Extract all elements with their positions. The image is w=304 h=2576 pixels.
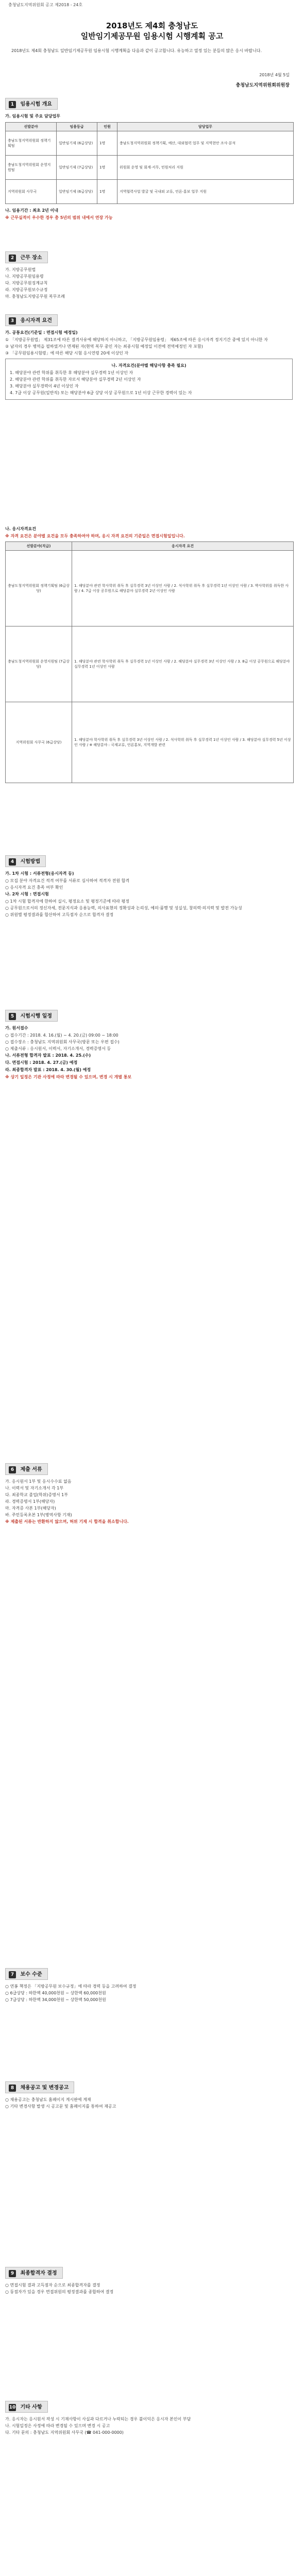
list-item: ○ 제출서류 : 응시원서, 이력서, 자기소개서, 경력증명서 등 — [5, 1046, 111, 1051]
section-header — [5, 251, 48, 263]
notice-title — [0, 21, 304, 41]
section-basis — [5, 251, 299, 300]
section-documents — [5, 1463, 299, 1525]
qualification-box — [5, 359, 293, 400]
requirements-note: ※ 자격 요건은 분야별 요건을 모두 충족하여야 하며, 응시 자격 요건의 기준일은 면접시험일입니다. — [5, 534, 185, 538]
list-item: 다. 기타 문의 : 충청남도 지역위원회 사무국 (☎ 041-000-0000) — [5, 2430, 124, 2435]
section-number: 9 — [9, 2270, 16, 2277]
list-item: ○ 접수기간 : 2018. 4. 16.(월) ~ 4. 20.(금) 09:00 ~ 18:00 — [5, 1033, 119, 1038]
intro-text: 2018년도 제4회 충청남도 일반임기제공무원 임용시험 시행계획을 다음과 같이 공고합니다. 유능하고 열정 있는 분들의 많은 응시 바랍니다. — [11, 48, 262, 53]
list-item: 라. 최종합격자 발표 : 2018. 4. 30.(월) 예정 — [5, 1067, 91, 1072]
section-title: 임용시험 개요 — [20, 101, 52, 107]
table-row — [6, 180, 294, 204]
section-number: 2 — [9, 255, 16, 262]
section-title: 시험방법 — [20, 859, 41, 865]
section-header — [5, 2081, 74, 2093]
table-row — [6, 156, 294, 180]
list-item: ○ 면접시험 결과 고득점자 순으로 최종합격자를 결정 — [5, 2283, 100, 2287]
list-item: ○ 접수장소 : 충청남도 지역위원회 사무국(방문 또는 우편 접수) — [5, 1040, 120, 1044]
term-title: 나. 임용기간 : 최초 2년 이내 — [5, 208, 59, 213]
cell-grade: 일반임기제 (6급상당) — [57, 131, 97, 156]
table-header: 인원 — [97, 123, 117, 131]
section-number: 7 — [9, 1971, 16, 1978]
section-header — [5, 98, 58, 110]
section-header — [5, 1010, 58, 1022]
section-title: 응시자격 요건 — [20, 318, 52, 324]
list-item: ○ 6급상당 : 하한액 40,000천원 ~ 상한액 60,000천원 — [5, 1991, 106, 1995]
term-note: ※ 근무실적이 우수한 경우 총 5년의 범위 내에서 연장 가능 — [5, 215, 113, 220]
section-schedule — [5, 1010, 299, 1080]
section-title: 시험시행 일정 — [20, 1013, 52, 1019]
cell-count: 1명 — [97, 156, 117, 180]
section-number: 4 — [9, 858, 16, 866]
list-item: 2. 해당분야 관련 학위를 취득한 자로서 해당분야 실무경력 2년 이상인 자 — [10, 377, 141, 382]
section-number: 6 — [9, 1466, 16, 1473]
section-announcement — [5, 2081, 299, 2110]
list-item: ○ 채용공고는 충청남도 홈페이지 게시판에 게재 — [5, 2097, 91, 2102]
section-requirements — [5, 314, 299, 400]
list-item: 마. 자격증 사본 1부(해당자) — [5, 1506, 56, 1511]
list-item: 나. 2차 시험 : 면접시험 — [5, 892, 49, 896]
list-item: 4. 7급 이상 공무원(일반직) 또는 해당분야 6급 상당 이상 공무원으로 1년 이상 근무한 경력이 있는 자 — [10, 391, 192, 395]
section-overview — [5, 98, 299, 221]
section-number: 8 — [9, 2084, 16, 2092]
list-item: 다. 지방공무원징계규칙 — [5, 281, 48, 285]
section-title: 최종합격자 결정 — [20, 2270, 57, 2276]
list-item: ③ 「공무원임용시험령」에 따른 해당 시험 응시연령 20세 이상인 자 — [5, 351, 129, 355]
section-requirements-table — [5, 526, 299, 783]
notice-org: 충청남도지역위원회위원장 — [235, 83, 290, 88]
section-header — [5, 1968, 48, 1980]
cell-field: 충남도청지역위원회 운영지원팀 — [6, 156, 57, 180]
list-item: ○ 1차 시험 합격자에 한하여 실시, 평정요소 및 평정기준에 따라 평정 — [5, 899, 129, 904]
section-misc — [5, 2401, 299, 2436]
cell-duty: 지역협력사업 발굴 및 국내외 교류, 언론·홍보 업무 지원 — [117, 180, 294, 204]
list-item: ○ 7급상당 : 하한액 34,000천원 ~ 상한액 50,000천원 — [5, 1997, 106, 2002]
list-item: 나. 이력서 및 자기소개서 각 1부 — [5, 1486, 64, 1490]
list-item: 바. 주민등록초본 1부(병역사항 기재) — [5, 1513, 72, 1517]
cell-field: 지역위원회 사무국 (6급상당) — [6, 702, 72, 783]
title-line-1: 2018년도 제4회 충청남도 — [106, 21, 198, 30]
list-item: ○ 응시자격 요건 충족 여부 확인 — [5, 885, 63, 890]
list-item: 나. 시험일정은 사정에 따라 변경될 수 있으며 변경 시 공고 — [5, 2424, 110, 2428]
cell-grade: 일반임기제 (6급상당) — [57, 180, 97, 204]
section-title: 채용공고 및 변경공고 — [20, 2085, 69, 2091]
list-item: 가. 지방공무원법 — [5, 267, 36, 272]
cell-duty: 충남도청지역위원회 정책기획, 예산, 대외협력 업무 및 지역현안 조사·분석 — [117, 131, 294, 156]
list-item: 라. 지방공무원보수규정 — [5, 287, 48, 292]
table-header: 선발분야(직급) — [6, 542, 72, 551]
cell-field: 충남도청지역위원회 정책기획팀 (6급상당) — [6, 551, 72, 626]
title-line-2: 일반임기제공무원 임용시험 시행계획 공고 — [80, 31, 224, 41]
list-item: 마. 충청남도지방공무원 복무조례 — [5, 294, 65, 299]
section-header — [5, 2267, 63, 2279]
section-salary — [5, 1968, 299, 2003]
section-title: 보수 수준 — [20, 1972, 42, 1977]
list-item: 3. 해당분야 실무경력이 4년 이상인 자 — [10, 384, 79, 388]
subsection-title: 가. 공통요건(기준일 : 면접시험 예정일) — [5, 330, 78, 335]
section-number: 10 — [9, 2405, 16, 2410]
list-item: ○ 연봉 책정은 「지방공무원 보수규정」에 따라 경력 등을 고려하여 결정 — [5, 1984, 137, 1989]
table-header: 응시자격 요건 — [72, 542, 294, 551]
section-number: 3 — [9, 317, 16, 325]
section-header — [5, 2401, 48, 2413]
list-item: ○ 위원별 평정결과를 합산하여 고득점자 순으로 합격자 결정 — [5, 912, 114, 917]
position-table — [5, 122, 294, 204]
list-item: ○ 기타 변경사항 발생 시 공고문 및 홈페이지를 통하여 재공고 — [5, 2104, 116, 2109]
box-title: 나. 자격요건(분야별 해당사항 충족 필요) — [111, 363, 187, 368]
subsection-title: 나. 응시자격요건 — [5, 527, 36, 531]
notice-number: 충청남도지역위원회 공고 제2018 - 24호 — [8, 3, 83, 7]
notice-date: 2018년 4월 5일 — [259, 73, 290, 77]
cell-grade: 일반임기제 (7급상당) — [57, 156, 97, 180]
table-row — [6, 131, 294, 156]
list-item: 가. 원서접수 — [5, 1026, 28, 1030]
section-header — [5, 855, 46, 867]
list-item: ② 남자의 경우 병역을 필하였거나 면제된 자(현역 복무 중인 자는 최종시험 예정일 이전에 전역예정인 자 포함) — [5, 344, 203, 349]
list-item: ① 「지방공무원법」 제31조에 따른 결격사유에 해당하지 아니하고, 「지방공무원임용령」 제65조에 따른 응시자격 정지기간 중에 있지 아니한 자 — [5, 337, 268, 342]
table-header: 담당업무 — [117, 123, 294, 131]
list-item: ○ 공무원으로서의 정신자세, 전문지식과 응용능력, 의사표현의 정확성과 논리성, 예의·품행 및 성실성, 창의력·의지력 및 발전 가능성 — [5, 906, 242, 910]
table-row — [6, 626, 294, 702]
list-item: 나. 지방공무원임용령 — [5, 274, 44, 279]
list-item: ※ 제출된 서류는 반환하지 않으며, 허위 기재 시 합격을 취소합니다. — [5, 1519, 129, 1524]
section-number: 5 — [9, 1013, 16, 1020]
section-final-decision — [5, 2267, 299, 2295]
cell-field: 지역위원회 사무국 — [6, 180, 57, 204]
cell-requirement: 1. 해당분야 학사학위 취득 후 실무경력 3년 이상인 사람 / 2. 석사학위 취득 후 실무경력 1년 이상인 사람 / 3. 해당분야 실무경력 5년 이상인 사람 / ※ 해당분야 : 국제교류, 언론홍보, 지역개발 관련 — [72, 702, 294, 783]
section-title: 근무 장소 — [20, 255, 42, 261]
table-row — [6, 702, 294, 783]
list-item: 라. 경력증명서 1부(해당자) — [5, 1499, 55, 1504]
table-header: 임용등급 — [57, 123, 97, 131]
list-item: ○ 모집 분야 자격요건 적격 여부를 서류로 심사하여 적격자 전원 합격 — [5, 878, 130, 883]
list-item: ※ 상기 일정은 기관 사정에 따라 변경될 수 있으며, 변경 시 개별 통보 — [5, 1075, 132, 1079]
cell-requirement: 1. 해당분야 관련 학사학위 취득 후 실무경력 1년 이상인 사람 / 2. 해당분야 실무경력 3년 이상인 사람 / 3. 8급 이상 공무원으로 해당분야 실무경력 1년 이상인 사람 — [72, 626, 294, 702]
section-exam-method — [5, 855, 299, 918]
cell-count: 1명 — [97, 131, 117, 156]
list-item: 나. 서류전형 합격자 발표 : 2018. 4. 25.(수) — [5, 1053, 91, 1058]
section-title: 제출 서류 — [20, 1467, 42, 1472]
table-header: 선발분야 — [6, 123, 57, 131]
cell-field: 충남도청지역위원회 운영지원팀 (7급상당) — [6, 626, 72, 702]
list-item: ○ 동점자가 있을 경우 면접위원의 평정결과를 종합하여 결정 — [5, 2290, 114, 2294]
cell-duty: 위원회 운영 및 회계·서무, 민원처리 지원 — [117, 156, 294, 180]
list-item: 가. 응시자는 응시원서 작성 시 기재사항이 사실과 다르거나 누락되는 경우 불이익은 응시자 본인이 부담 — [5, 2417, 191, 2421]
section-header — [5, 314, 58, 326]
list-item: 다. 면접시험 : 2018. 4. 27.(금) 예정 — [5, 1060, 78, 1065]
list-item: 다. 최종학교 졸업(학위)증명서 1부 — [5, 1493, 68, 1497]
cell-count: 1명 — [97, 180, 117, 204]
section-title: 기타 사항 — [20, 2404, 42, 2410]
list-item: 1. 해당분야 관련 학위를 취득한 후 해당분야 실무경력 1년 이상인 자 — [10, 370, 133, 375]
subsection-title: 가. 임용시험 및 주요 담당업무 — [5, 114, 60, 118]
section-header — [5, 1463, 48, 1475]
section-number: 1 — [9, 101, 16, 108]
list-item: 가. 1차 시험 : 서류전형(응시자격 등) — [5, 871, 74, 876]
requirements-table — [5, 541, 294, 783]
list-item: 가. 응시원서 1부 및 응시수수료 없음 — [5, 1479, 72, 1484]
table-row — [6, 551, 294, 626]
cell-field: 충남도청지역위원회 정책기획팀 — [6, 131, 57, 156]
cell-requirement: 1. 해당분야 관련 학사학위 취득 후 실무경력 3년 이상인 사람 / 2. 석사학위 취득 후 실무경력 1년 이상인 사람 / 3. 박사학위를 취득한 사람 / 4. 7급 이상 공무원으로 해당분야 실무경력 2년 이상인 사람 — [72, 551, 294, 626]
